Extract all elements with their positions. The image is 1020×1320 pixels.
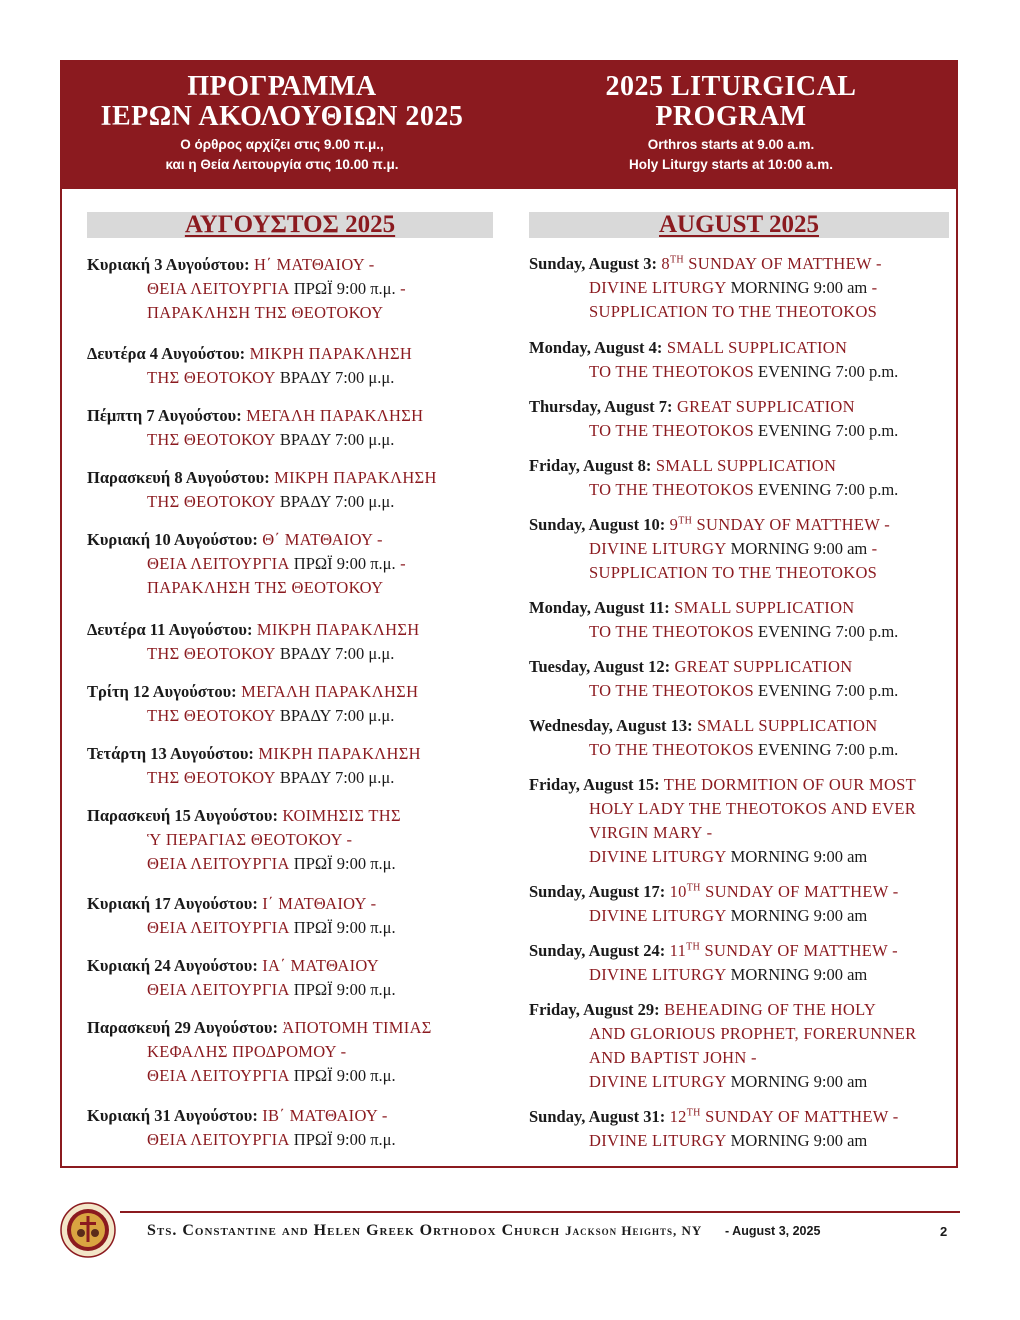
greek-schedule-entry	[87, 342, 507, 390]
entry-line	[87, 954, 507, 978]
entry-line	[87, 552, 507, 576]
entry-service: BEHEADING OF THE HOLY	[659, 1000, 877, 1019]
entry-line	[87, 253, 507, 277]
greek-schedule-entry	[87, 954, 507, 1002]
ordinal-suffix: TH	[686, 882, 701, 894]
entry-service: ΤΗΣ ΘΕΟΤΟΚΟΥ	[147, 492, 276, 511]
greek-schedule-entry	[87, 892, 507, 940]
entry-time: EVENING 7:00 p.m.	[753, 362, 899, 381]
entry-service: AND GLORIOUS PROPHET, FORERUNNER	[589, 1024, 917, 1043]
english-subtitle-line-2: Holy Liturgy starts at 10:00 a.m.	[628, 157, 834, 172]
greek-schedule-entry	[87, 742, 507, 790]
entry-time: ΒΡΑΔΥ 7:00 μ.μ.	[275, 644, 395, 663]
entry-service: ΘΕΙΑ ΛΕΙΤΟΥΡΓΙΑ	[147, 279, 290, 298]
entry-service: ΙΑ΄ ΜΑΤΘΑΙΟΥ	[257, 956, 379, 975]
entry-day-label: Friday, August 29:	[529, 1000, 660, 1019]
entry-service: AND BAPTIST JOHN -	[589, 1048, 757, 1067]
entry-service: DIVINE LITURGY	[589, 965, 727, 984]
entry-line	[529, 821, 954, 845]
entry-service: ΜΙΚΡΗ ΠΑΡΑΚΛΗΣΗ	[252, 620, 420, 639]
entry-service: TO THE THEOTOKOS	[589, 681, 754, 700]
entry-service: 12	[665, 1107, 687, 1126]
entry-service: ΘΕΙΑ ΛΕΙΤΟΥΡΓΙΑ	[147, 980, 290, 999]
entry-service: Ὑ ΠΕΡΑΓΙΑΣ ΘΕΟΤΟΚΟΥ -	[147, 830, 353, 849]
entry-time: ΠΡΩΪ 9:00 π.μ.	[289, 980, 396, 999]
entry-line	[87, 680, 507, 704]
entry-line	[87, 978, 507, 1002]
entry-line	[87, 490, 507, 514]
english-month-heading	[529, 212, 949, 238]
entry-service: -	[395, 554, 406, 573]
entry-service: ΤΗΣ ΘΕΟΤΟΚΟΥ	[147, 368, 276, 387]
entry-line	[87, 916, 507, 940]
entry-time: ΒΡΑΔΥ 7:00 μ.μ.	[275, 368, 395, 387]
entry-service: 11	[665, 941, 687, 960]
church-seal-icon	[60, 1202, 116, 1258]
entry-service: ΚΟΙΜΗΣΙΣ ΤΗΣ	[277, 806, 401, 825]
entry-service: ΜΕΓΑΛΗ ΠΑΡΑΚΛΗΣΗ	[241, 406, 424, 425]
entry-service: DIVINE LITURGY	[589, 539, 727, 558]
entry-line	[87, 1016, 507, 1040]
entry-service: TO THE THEOTOKOS	[589, 740, 754, 759]
entry-line	[529, 773, 954, 797]
entry-service: -	[867, 278, 878, 297]
page-number: 2	[940, 1224, 948, 1239]
greek-month-label: ΑΥΓΟΥΣΤΟΣ 2025	[184, 211, 396, 238]
english-schedule-entry	[529, 454, 954, 502]
entry-line	[529, 904, 954, 928]
entry-service: ΘΕΙΑ ΛΕΙΤΟΥΡΓΙΑ	[147, 1066, 290, 1085]
entry-line	[87, 704, 507, 728]
entry-service: ΜΙΚΡΗ ΠΑΡΑΚΛΗΣΗ	[245, 344, 413, 363]
english-title-line-1: 2025 LITURGICAL	[605, 71, 857, 102]
entry-service: ΤΗΣ ΘΕΟΤΟΚΟΥ	[147, 768, 276, 787]
english-schedule-entry	[529, 714, 954, 762]
entry-service: DIVINE LITURGY	[589, 1131, 727, 1150]
entry-service: -	[395, 279, 406, 298]
church-name: Sts. Constantine and Helen Greek Orthodox Church	[147, 1222, 561, 1239]
entry-service: SMALL SUPPLICATION	[669, 598, 855, 617]
entry-time: ΒΡΑΔΥ 7:00 μ.μ.	[275, 706, 395, 725]
entry-service: TO THE THEOTOKOS	[589, 421, 754, 440]
greek-title-line-1: ΠΡΟΓΡΑΜΜΑ	[187, 71, 377, 102]
entry-service: SUNDAY OF MATTHEW -	[700, 1107, 899, 1126]
entry-day-label: Sunday, August 3:	[529, 254, 657, 273]
entry-service: 10	[665, 882, 687, 901]
entry-line	[529, 1046, 954, 1070]
entry-service: DIVINE LITURGY	[589, 1072, 727, 1091]
entry-day-label: Sunday, August 24:	[529, 941, 666, 960]
entry-time: MORNING 9:00 am	[726, 847, 868, 866]
entry-day-label: Sunday, August 17:	[529, 882, 666, 901]
entry-line	[87, 742, 507, 766]
entry-service: ΜΙΚΡΗ ΠΑΡΑΚΛΗΣΗ	[269, 468, 437, 487]
entry-time: EVENING 7:00 p.m.	[753, 622, 899, 641]
greek-subtitle-line-1: Ο όρθρος αρχίζει στις 9.00 π.μ.,	[180, 137, 384, 152]
entry-day-label: Monday, August 4:	[529, 338, 663, 357]
ordinal-suffix: TH	[669, 254, 684, 266]
entry-day-label: Wednesday, August 13:	[529, 716, 693, 735]
english-schedule-entry	[529, 395, 954, 443]
entry-service: ἈΠΟΤΟΜΗ ΤΙΜΙΑΣ	[277, 1018, 432, 1037]
greek-schedule-entry	[87, 404, 507, 452]
entry-time: MORNING 9:00 am	[726, 906, 868, 925]
entry-line	[529, 939, 954, 963]
entry-service: ΤΗΣ ΘΕΟΤΟΚΟΥ	[147, 706, 276, 725]
greek-schedule-entry	[87, 1104, 507, 1152]
entry-line	[87, 642, 507, 666]
entry-service: ΠΑΡΑΚΛΗΣΗ ΤΗΣ ΘΕΟΤΟΚΟΥ	[147, 303, 384, 322]
entry-day-label: Κυριακή 3 Αυγούστου:	[87, 255, 250, 274]
entry-line	[87, 892, 507, 916]
greek-schedule-entry	[87, 618, 507, 666]
entry-service: TO THE THEOTOKOS	[589, 480, 754, 499]
entry-line	[529, 655, 954, 679]
entry-time: ΠΡΩΪ 9:00 π.μ.	[289, 1130, 396, 1149]
entry-line	[529, 478, 954, 502]
entry-line	[529, 561, 954, 585]
english-subtitle-line-1: Orthros starts at 9.00 a.m.	[647, 137, 815, 152]
entry-time: ΒΡΑΔΥ 7:00 μ.μ.	[275, 492, 395, 511]
entry-time: MORNING 9:00 am	[726, 278, 868, 297]
header-banner	[62, 62, 956, 189]
entry-service: Θ΄ ΜΑΤΘΑΙΟΥ -	[257, 530, 383, 549]
entry-service: HOLY LADY THE THEOTOKOS AND EVER	[589, 799, 917, 818]
entry-line	[529, 998, 954, 1022]
entry-service: SUNDAY OF MATTHEW -	[700, 941, 898, 960]
entry-service: SMALL SUPPLICATION	[662, 338, 848, 357]
entry-service: SUPPLICATION TO THE THEOTOKOS	[589, 302, 878, 321]
entry-service: Η΄ ΜΑΤΘΑΙΟΥ -	[249, 255, 375, 274]
entry-service: ΙΒ΄ ΜΑΤΘΑΙΟΥ -	[257, 1106, 388, 1125]
entry-day-label: Δευτέρα 11 Αυγούστου:	[87, 620, 253, 639]
greek-schedule-entry	[87, 804, 507, 876]
entry-time: ΠΡΩΪ 9:00 π.μ.	[289, 918, 396, 937]
entry-line	[87, 828, 507, 852]
entry-line	[529, 963, 954, 987]
entry-day-label: Κυριακή 17 Αυγούστου:	[87, 894, 258, 913]
entry-service: ΘΕΙΑ ΛΕΙΤΟΥΡΓΙΑ	[147, 554, 290, 573]
greek-month-heading	[87, 212, 493, 238]
entry-service: TO THE THEOTOKOS	[589, 622, 754, 641]
english-schedule-entry	[529, 998, 954, 1094]
footer-rule	[120, 1211, 960, 1213]
ordinal-suffix: TH	[686, 1107, 701, 1119]
greek-schedule-entry	[87, 528, 507, 600]
entry-time: EVENING 7:00 p.m.	[753, 480, 899, 499]
entry-line	[529, 679, 954, 703]
entry-day-label: Τετάρτη 13 Αυγούστου:	[87, 744, 254, 763]
entry-time: ΒΡΑΔΥ 7:00 μ.μ.	[275, 430, 395, 449]
entry-line	[87, 466, 507, 490]
entry-line	[529, 252, 954, 276]
entry-service: 9	[665, 515, 679, 534]
greek-subtitle-line-2: και η Θεία Λειτουργία στις 10.00 π.μ.	[165, 157, 399, 172]
entry-time: ΠΡΩΪ 9:00 π.μ.	[289, 854, 396, 873]
entry-service: ΠΑΡΑΚΛΗΣΗ ΤΗΣ ΘΕΟΤΟΚΟΥ	[147, 578, 384, 597]
greek-schedule-entry	[87, 466, 507, 514]
entry-time: EVENING 7:00 p.m.	[753, 740, 899, 759]
entry-line	[87, 766, 507, 790]
entry-line	[529, 1022, 954, 1046]
entry-line	[87, 852, 507, 876]
entry-line	[87, 618, 507, 642]
entry-line	[529, 880, 954, 904]
english-schedule-entry	[529, 513, 954, 585]
entry-line	[87, 342, 507, 366]
entry-service: DIVINE LITURGY	[589, 278, 727, 297]
entry-service: SUNDAY OF MATTHEW -	[683, 254, 882, 273]
entry-day-label: Monday, August 11:	[529, 598, 670, 617]
english-schedule-entry	[529, 336, 954, 384]
entry-service: ΘΕΙΑ ΛΕΙΤΟΥΡΓΙΑ	[147, 1130, 290, 1149]
entry-service: SMALL SUPPLICATION	[651, 456, 837, 475]
entry-day-label: Παρασκευή 8 Αυγούστου:	[87, 468, 270, 487]
entry-service: ΜΕΓΑΛΗ ΠΑΡΑΚΛΗΣΗ	[236, 682, 419, 701]
entry-line	[529, 513, 954, 537]
entry-time: MORNING 9:00 am	[726, 1131, 868, 1150]
entry-line	[529, 738, 954, 762]
entry-line	[529, 336, 954, 360]
entry-line	[87, 528, 507, 552]
english-schedule-entry	[529, 939, 954, 987]
entry-service: ΜΙΚΡΗ ΠΑΡΑΚΛΗΣΗ	[253, 744, 421, 763]
greek-schedule-entry	[87, 253, 507, 325]
entry-day-label: Τρίτη 12 Αυγούστου:	[87, 682, 237, 701]
entry-service: SUNDAY OF MATTHEW -	[700, 882, 899, 901]
entry-line	[529, 714, 954, 738]
entry-line	[529, 845, 954, 869]
ordinal-suffix: TH	[686, 941, 701, 953]
entry-line	[529, 596, 954, 620]
entry-line	[87, 1128, 507, 1152]
entry-service: -	[867, 539, 878, 558]
entry-day-label: Πέμπτη 7 Αυγούστου:	[87, 406, 242, 425]
greek-title-line-2: ΙΕΡΩΝ ΑΚΟΛΟΥΘΙΩΝ 2025	[100, 101, 464, 132]
entry-time: MORNING 9:00 am	[726, 539, 868, 558]
entry-time: EVENING 7:00 p.m.	[753, 421, 899, 440]
entry-line	[87, 1064, 507, 1088]
entry-line	[529, 395, 954, 419]
entry-time: MORNING 9:00 am	[726, 1072, 868, 1091]
english-schedule-entry	[529, 252, 954, 324]
entry-day-label: Παρασκευή 29 Αυγούστου:	[87, 1018, 278, 1037]
english-title-line-2: PROGRAM	[655, 101, 807, 132]
entry-day-label: Κυριακή 31 Αυγούστου:	[87, 1106, 258, 1125]
english-schedule-entry	[529, 773, 954, 869]
entry-line	[529, 300, 954, 324]
entry-day-label: Sunday, August 31:	[529, 1107, 666, 1126]
entry-day-label: Friday, August 8:	[529, 456, 652, 475]
entry-service: ΤΗΣ ΘΕΟΤΟΚΟΥ	[147, 644, 276, 663]
entry-time: ΠΡΩΪ 9:00 π.μ.	[289, 1066, 396, 1085]
english-schedule-entry	[529, 596, 954, 644]
entry-service: GREAT SUPPLICATION	[672, 397, 855, 416]
entry-service: SUNDAY OF MATTHEW -	[692, 515, 891, 534]
entry-service: SUPPLICATION TO THE THEOTOKOS	[589, 563, 878, 582]
entry-line	[87, 576, 507, 600]
entry-day-label: Tuesday, August 12:	[529, 657, 671, 676]
entry-time: ΒΡΑΔΥ 7:00 μ.μ.	[275, 768, 395, 787]
entry-day-label: Thursday, August 7:	[529, 397, 673, 416]
entry-time: EVENING 7:00 p.m.	[753, 681, 899, 700]
church-city: Jackson Heights, NY	[565, 1223, 703, 1238]
english-schedule-entry	[529, 1105, 954, 1153]
entry-line	[529, 419, 954, 443]
program-frame	[60, 60, 958, 1168]
entry-service: DIVINE LITURGY	[589, 847, 727, 866]
entry-line	[529, 454, 954, 478]
footer-date: - August 3, 2025	[725, 1224, 821, 1238]
entry-line	[87, 428, 507, 452]
entry-day-label: Κυριακή 24 Αυγούστου:	[87, 956, 258, 975]
entry-day-label: Δευτέρα 4 Αυγούστου:	[87, 344, 246, 363]
entry-time: ΠΡΩΪ 9:00 π.μ.	[289, 554, 396, 573]
entry-service: ΚΕΦΑΛΗΣ ΠΡΟΔΡΟΜΟΥ -	[147, 1042, 347, 1061]
greek-schedule-entry	[87, 1016, 507, 1088]
entry-line	[87, 301, 507, 325]
english-schedule-entry	[529, 880, 954, 928]
greek-header	[62, 72, 502, 176]
entry-day-label: Friday, August 15:	[529, 775, 660, 794]
entry-day-label: Κυριακή 10 Αυγούστου:	[87, 530, 258, 549]
entry-service: ΘΕΙΑ ΛΕΙΤΟΥΡΓΙΑ	[147, 918, 290, 937]
english-month-label: AUGUST 2025	[659, 211, 819, 238]
entry-service: Ι΄ ΜΑΤΘΑΙΟΥ -	[257, 894, 377, 913]
entry-day-label: Sunday, August 10:	[529, 515, 666, 534]
entry-service: GREAT SUPPLICATION	[670, 657, 853, 676]
entry-line	[529, 797, 954, 821]
entry-line	[87, 366, 507, 390]
english-schedule-entry	[529, 655, 954, 703]
footer-church-name	[147, 1222, 702, 1240]
entry-service: SMALL SUPPLICATION	[692, 716, 878, 735]
entry-service: ΤΗΣ ΘΕΟΤΟΚΟΥ	[147, 430, 276, 449]
entry-line	[529, 537, 954, 561]
entry-line	[529, 1105, 954, 1129]
entry-line	[87, 804, 507, 828]
english-header	[511, 72, 951, 176]
entry-line	[87, 404, 507, 428]
entry-day-label: Παρασκευή 15 Αυγούστου:	[87, 806, 278, 825]
entry-line	[87, 1040, 507, 1064]
entry-line	[529, 360, 954, 384]
greek-schedule-entry	[87, 680, 507, 728]
entry-line	[529, 620, 954, 644]
entry-service: 8	[656, 254, 670, 273]
entry-service: ΘΕΙΑ ΛΕΙΤΟΥΡΓΙΑ	[147, 854, 290, 873]
entry-line	[529, 1129, 954, 1153]
entry-service: DIVINE LITURGY	[589, 906, 727, 925]
entry-time: MORNING 9:00 am	[726, 965, 868, 984]
entry-line	[87, 277, 507, 301]
entry-service: VIRGIN MARY -	[589, 823, 713, 842]
entry-line	[529, 276, 954, 300]
entry-time: ΠΡΩΪ 9:00 π.μ.	[289, 279, 396, 298]
entry-line	[529, 1070, 954, 1094]
entry-service: TO THE THEOTOKOS	[589, 362, 754, 381]
entry-service: THE DORMITION OF OUR MOST	[659, 775, 917, 794]
entry-line	[87, 1104, 507, 1128]
ordinal-suffix: TH	[678, 515, 693, 527]
